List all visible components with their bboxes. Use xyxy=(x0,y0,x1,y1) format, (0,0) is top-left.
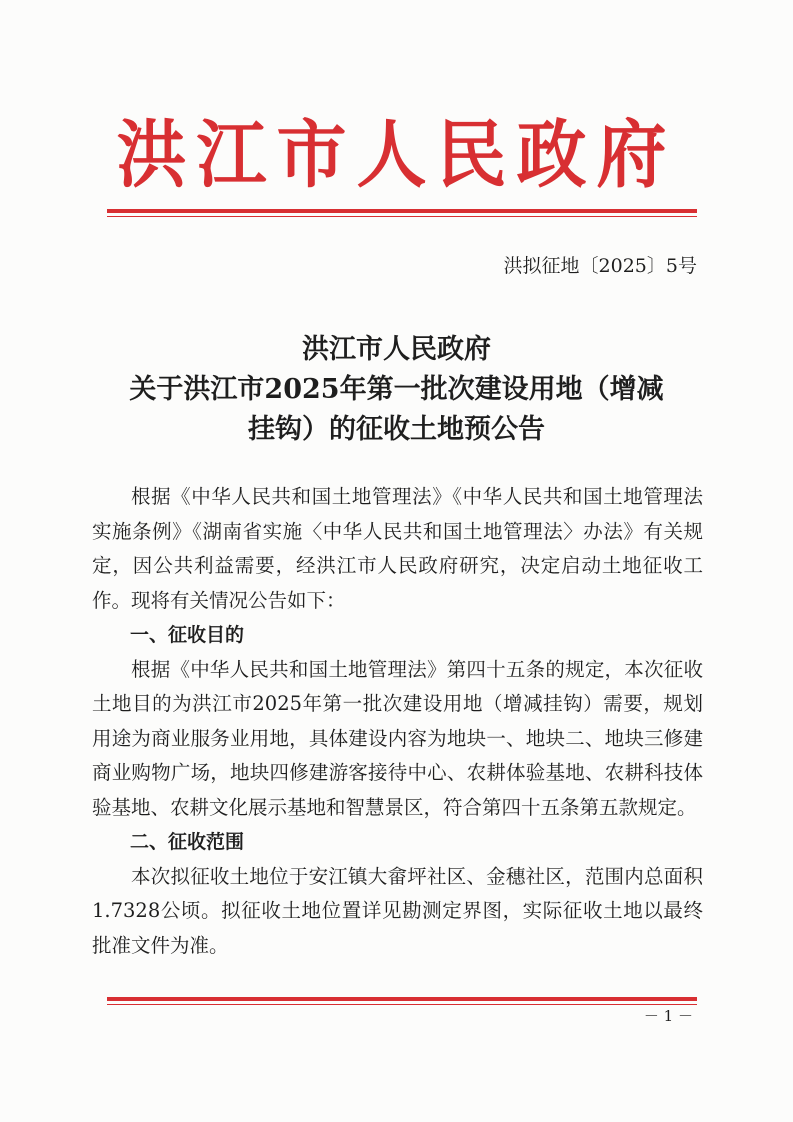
document-body xyxy=(92,480,703,963)
red-separator-top-thin xyxy=(107,216,697,217)
document-title xyxy=(90,330,703,450)
section-heading-scope: 二、征收范围 xyxy=(130,831,245,853)
scope-paragraph: 本次拟征收土地位于安江镇大畲坪社区、金穗社区，范围内总面积1.7328公顷。拟征收土地位置详见勘测定界图，实际征收土地以最终批准文件为准。 xyxy=(92,864,703,957)
page-number: － 1 － xyxy=(643,1007,693,1025)
intro-paragraph: 根据《中华人民共和国土地管理法》《中华人民共和国土地管理法实施条例》《湖南省实施〈中华人民共和国土地管理法〉办法》有关规定，因公共利益需要，经洪江市人民政府研究，决定启动土地征收工作。现将有关情况公告如下： xyxy=(92,485,703,612)
purpose-paragraph: 根据《中华人民共和国土地管理法》第四十五条的规定，本次征收土地目的为洪江市2025年第一批次建设用地（增减挂钩）需要，规划用途为商业服务业用地，具体建设内容为地块一、地块二、地块三修建商业购物广场，地块四修建游客接待中心、农耕体验基地、农耕科技体验基地、农耕文化展示基地和智慧景区，符合第四十五条第五款规定。 xyxy=(92,657,703,819)
red-separator-bottom-thin xyxy=(107,1004,697,1005)
title-line-3: 挂钩）的征收土地预公告 xyxy=(248,414,545,445)
red-separator-top xyxy=(107,209,697,213)
title-line-1: 洪江市人民政府 xyxy=(302,334,491,365)
issuer-header: 洪江市人民政府 xyxy=(116,111,677,199)
document-number: 洪拟征地〔2025〕5号 xyxy=(503,255,697,277)
red-separator-bottom xyxy=(107,997,697,1001)
section-heading-purpose: 一、征收目的 xyxy=(130,624,245,646)
title-line-2: 关于洪江市2025年第一批次建设用地（增减 xyxy=(129,374,664,405)
